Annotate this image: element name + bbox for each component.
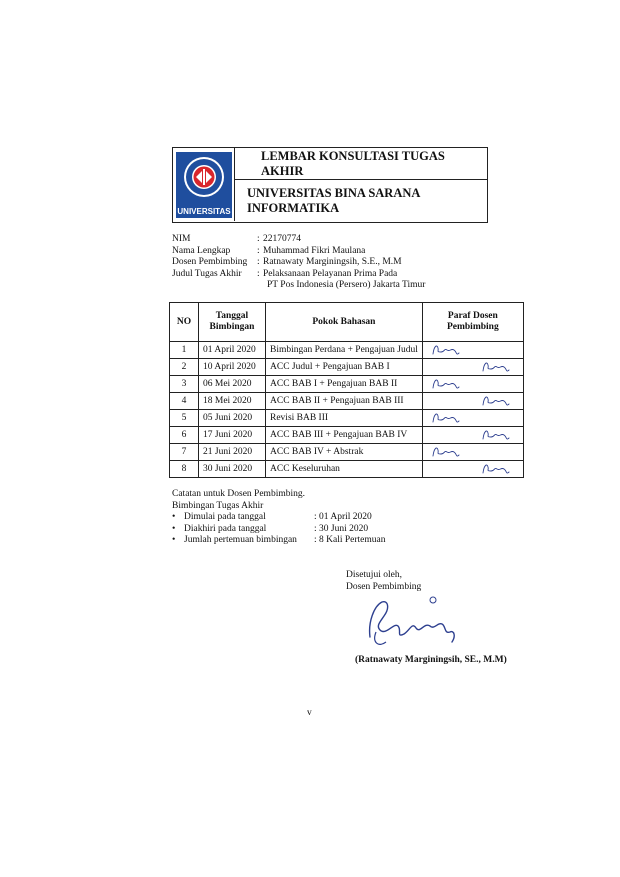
row-date: 05 Juni 2020 [199,410,266,427]
university-name: UNIVERSITAS BINA SARANA INFORMATIKA [247,186,420,215]
header-date-line2: Bimbingan [209,322,255,332]
notes-label: Dimulai pada tanggal [184,512,266,523]
column-header-topic: Pokok Bahasan [266,303,423,342]
info-label: Dosen Pembimbing [172,257,248,268]
approver-name: (Ratnawaty Marginingsih, SE., M.M) [355,655,507,665]
initials-stroke [483,397,509,405]
row-number: 3 [170,376,199,393]
initials-signature [427,393,519,409]
row-number: 8 [170,461,199,478]
info-value: Muhammad Fikri Maulana [263,245,366,256]
initials-stroke [483,431,509,439]
approval-line2: Dosen Pembimbing [346,581,422,592]
row-signature [422,461,523,478]
info-row-nim [172,234,425,246]
approval-block [346,570,421,593]
consultation-table [169,302,524,478]
notes-label: Jumlah pertemuan bimbingan [184,535,297,546]
table-row [170,376,524,393]
initials-signature [427,359,519,375]
row-number: 5 [170,410,199,427]
advisor-notes [172,489,386,547]
row-signature [422,376,523,393]
row-number: 2 [170,359,199,376]
notes-value: : 8 Kali Pertemuan [314,535,386,546]
student-info [172,234,425,292]
notes-item-count [172,535,386,547]
initials-stroke [483,465,509,473]
logo-text: UNIVERSITAS [176,206,231,216]
initials-stroke [433,414,459,422]
row-topic: ACC BAB III + Pengajuan BAB IV [266,427,423,444]
row-date: 30 Juni 2020 [199,461,266,478]
row-topic: ACC BAB IV + Abstrak [266,444,423,461]
info-label: NIM [172,234,191,244]
table-row [170,461,524,478]
notes-value: : 01 April 2020 [314,512,372,523]
logo-cell [173,148,235,221]
header-sign-line2: Pembimbing [446,322,499,332]
table-row [170,393,524,410]
table-row [170,342,524,359]
bullet-icon: • [172,535,176,546]
row-number: 6 [170,427,199,444]
info-separator: : [257,245,260,256]
column-header-signature [422,303,523,342]
notes-item-start [172,512,386,524]
row-date: 21 Juni 2020 [199,444,266,461]
row-topic: ACC Judul + Pengajuan BAB I [266,359,423,376]
table-header-row [170,303,524,342]
row-signature [422,427,523,444]
row-number: 7 [170,444,199,461]
notes-label: Diakhiri pada tanggal [184,523,267,534]
table-row [170,444,524,461]
notes-subheading: Bimbingan Tugas Akhir [172,500,264,511]
initials-stroke [483,363,509,371]
column-header-date [199,303,266,342]
university-logo [176,152,232,218]
row-number: 1 [170,342,199,359]
row-topic: Revisi BAB III [266,410,423,427]
row-signature [422,393,523,410]
row-topic: ACC Keseluruhan [266,461,423,478]
row-signature [422,444,523,461]
info-separator: : [257,268,260,279]
info-label: Nama Lengkap [172,245,231,256]
row-topic: ACC BAB II + Pengajuan BAB III [266,393,423,410]
approval-line1: Disetujui oleh, [346,570,402,580]
row-date: 01 April 2020 [199,342,266,359]
row-topic: Bimbingan Perdana + Pengajuan Judul [266,342,423,359]
notes-item-end [172,524,386,536]
info-value: 22170774 [263,234,301,244]
info-row-thesis-title [172,269,425,281]
table-body [170,342,524,478]
initials-signature [427,427,519,443]
row-number: 4 [170,393,199,410]
initials-signature [427,376,519,392]
initials-stroke [433,380,459,388]
info-row-thesis-title-cont [172,280,425,292]
info-value: Ratnawaty Marginingsih, S.E., M.M [263,257,402,268]
page-number: v [307,708,312,718]
notes-value: : 30 Juni 2020 [314,523,369,534]
header-date-line1: Tanggal [215,311,249,321]
advisor-signature [360,592,470,652]
info-label [172,280,257,292]
table-row [170,410,524,427]
info-row-advisor [172,257,425,269]
info-label: Judul Tugas Akhir [172,268,242,279]
row-date: 06 Mei 2020 [199,376,266,393]
row-date: 10 April 2020 [199,359,266,376]
row-date: 18 Mei 2020 [199,393,266,410]
row-signature [422,342,523,359]
bullet-icon: • [172,523,176,534]
table-row [170,359,524,376]
initials-signature [427,461,519,477]
document-header [172,147,488,223]
info-value: Pelaksanaan Pelayanan Prima Pada [263,268,398,279]
info-value: PT Pos Indonesia (Persero) Jakarta Timur [267,280,426,291]
row-date: 17 Juni 2020 [199,427,266,444]
bullet-icon: • [172,512,176,523]
initials-stroke [433,346,459,354]
form-title: LEMBAR KONSULTASI TUGAS AKHIR [235,148,487,180]
initials-signature [427,444,519,460]
row-signature [422,410,523,427]
initials-signature [427,342,519,358]
row-signature [422,359,523,376]
initials-signature [427,410,519,426]
row-topic: ACC BAB I + Pengajuan BAB II [266,376,423,393]
table-row [170,427,524,444]
column-header-no: NO [170,303,199,342]
notes-heading: Catatan untuk Dosen Pembimbing. [172,489,305,499]
info-separator: : [257,257,260,268]
header-sign-line1: Paraf Dosen [447,311,498,321]
info-row-name [172,246,425,258]
initials-stroke [433,448,459,456]
info-separator: : [257,234,260,244]
